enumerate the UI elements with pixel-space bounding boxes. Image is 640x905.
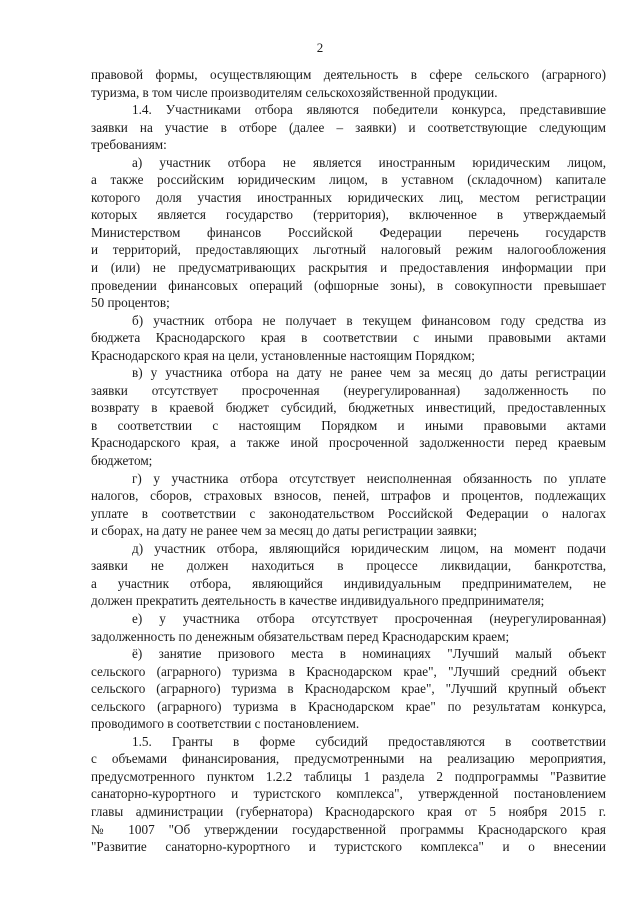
text-line: задолженность по денежным обязательствам перед Краснодарским краем;: [91, 628, 510, 644]
text-line: бюджетом;: [91, 453, 153, 469]
text-line: а также российским юридическим лицом, в уставном (складочном) капитале: [91, 172, 606, 188]
text-line: № 1007 "Об утверждении государственной программы Краснодарского края: [91, 821, 606, 837]
text-line: ё) занятие призового места в номинациях "Лучший малый объект: [132, 646, 606, 662]
text-line: которого доля участия иностранных юридических лиц, местом регистрации: [91, 189, 606, 205]
text-line: сельского (аграрного) туризма в Краснодарском крае", "Лучший средний объект: [91, 663, 606, 679]
text-line: бюджета Краснодарского края в соответствии с иными правовыми актами: [91, 330, 606, 346]
text-line: предусмотренного пунктом 1.2.2 таблицы 1 раздела 2 подпрограммы "Развитие: [91, 768, 606, 784]
text-line: уплате в соответствии с законодательством Российской Федерации о налогах: [91, 505, 606, 521]
text-line: в) у участника отбора на дату не ранее чем за месяц до даты регистрации: [132, 365, 606, 381]
text-line: 1.4. Участниками отбора являются победители конкурса, представившие: [132, 102, 606, 118]
text-line: б) участник отбора не получает в текущем финансовом году средства из: [132, 312, 606, 328]
text-line: налогов, сборов, страховых взносов, пеней, штрафов и процентов, подлежащих: [91, 488, 606, 504]
text-line: заявки не должен находиться в процессе ликвидации, банкротства,: [91, 558, 606, 574]
text-line: с объемами финансирования, предусмотренными на реализацию мероприятия,: [91, 751, 606, 767]
page-number: 2: [316, 40, 324, 55]
text-line: возврату в краевой бюджет субсидий, бюджетных инвестиций, предоставленных: [91, 400, 606, 416]
text-line: Министерством финансов Российской Федерации перечень государств: [91, 224, 606, 240]
text-line: Краснодарского края, а также иной просроченной задолженности перед краевым: [91, 435, 606, 451]
text-line: санаторно-курортного и туристского комплекса", утвержденной постановлением: [91, 786, 606, 802]
text-line: д) участник отбора, являющийся юридическим лицом, на момент подачи: [132, 540, 606, 556]
text-line: требованиям:: [91, 137, 167, 153]
text-line: туризма, в том числе производителям сельскохозяйственной продукции.: [91, 84, 498, 100]
document-body: [91, 66, 606, 856]
text-line: сельского (аграрного) туризма в Краснодарском крае", "Лучший крупный объект: [91, 681, 606, 697]
text-line: а) участник отбора не является иностранным юридическим лицом,: [132, 154, 606, 170]
text-line: которых является государство (территория), включенное в утверждаемый: [91, 207, 606, 223]
text-line: "Развитие санаторно-курортного и туристского комплекса" и о внесении: [91, 839, 606, 855]
text-line: и территорий, предоставляющих льготный налоговый режим налогообложения: [91, 242, 606, 258]
text-line: должен прекратить деятельность в качестве индивидуального предпринимателя;: [91, 593, 545, 609]
text-line: главы администрации (губернатора) Краснодарского края от 5 ноября 2015 г.: [91, 803, 606, 819]
text-line: заявки отсутствует просроченная (неурегулированная) задолженность по: [91, 382, 606, 398]
text-line: заявки на участие в отборе (далее – заявки) и соответствующие следующим: [91, 119, 606, 135]
text-line: сельского (аграрного) туризма в Краснодарском крае" по результатам конкурса,: [91, 698, 606, 714]
text-line: проведении финансовых операций (офшорные зоны), в совокупности превышает: [91, 277, 606, 293]
text-line: Краснодарского края на цели, установленные настоящим Порядком;: [91, 347, 475, 363]
text-line: 50 процентов;: [91, 295, 170, 311]
text-line: правовой формы, осуществляющим деятельность в сфере сельского (аграрного): [91, 67, 606, 82]
text-line: и сборах, на дату не ранее чем за месяц до даты регистрации заявки;: [91, 523, 478, 539]
text-line: в соответствии с настоящим Порядком и иными правовыми актами: [91, 417, 606, 433]
text-line: 1.5. Гранты в форме субсидий предоставляются в соответствии: [132, 733, 606, 749]
text-line: е) у участника отбора отсутствует просроченная (неурегулированная): [132, 610, 606, 626]
text-line: и (или) не предусматривающих раскрытия и предоставления информации при: [91, 260, 606, 276]
text-line: проводимого в соответствии с постановлением.: [91, 716, 360, 732]
text-line: а участник отбора, являющийся индивидуальным предпринимателем, не: [91, 575, 606, 591]
text-line: г) у участника отбора отсутствует неисполненная обязанность по уплате: [132, 470, 606, 486]
